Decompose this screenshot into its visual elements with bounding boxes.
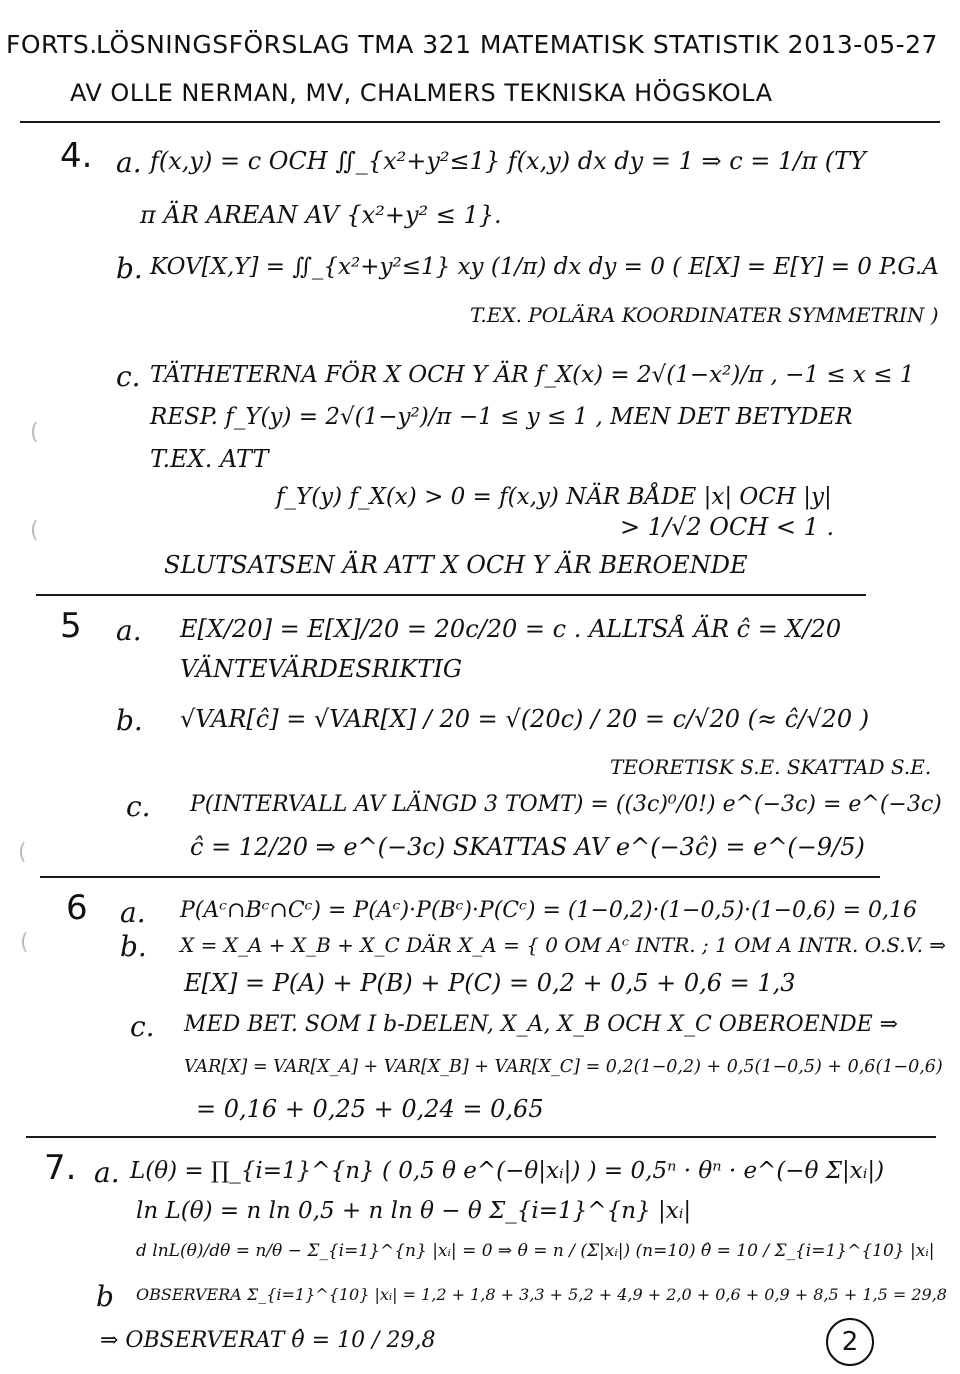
header-title: LÖSNINGSFÖRSLAG TMA 321 MATEMATISK STATISTIK 2013-05-27 xyxy=(96,30,938,59)
problem-7a-line3: d lnL(θ)/dθ = n/θ − Σ_{i=1}^{n} |xᵢ| = 0 ⇒ θ = n / (Σ|xᵢ|) (n=10) θ̂ = 10 / Σ_{i=1}^{10} |xᵢ| xyxy=(136,1241,935,1261)
problem-7b-line1: OBSERVERA Σ_{i=1}^{10} |xᵢ| = 1,2 + 1,8 + 3,3 + 5,2 + 4,9 + 2,0 + 0,6 + 0,9 + 8,5 + 1,5 = 29,8 xyxy=(136,1285,947,1304)
problem-6b-line1: X = X_A + X_B + X_C DÄR X_A = { 0 OM Aᶜ INTR. ; 1 OM A INTR. O.S.V. ⇒ xyxy=(180,933,947,957)
problem-7-number: 7. xyxy=(44,1148,77,1188)
problem-4b-label: b. xyxy=(116,252,143,285)
problem-4c-line2: RESP. f_Y(y) = 2√(1−y²)/π −1 ≤ y ≤ 1 , MEN DET BETYDER xyxy=(150,404,853,430)
problem-4a-label: a. xyxy=(116,146,142,179)
problem-6a-label: a. xyxy=(120,896,146,929)
problem-4c-line1: TÄTHETERNA FÖR X OCH Y ÄR f_X(x) = 2√(1−x²)/π , −1 ≤ x ≤ 1 xyxy=(150,362,915,388)
problem-7b-label: b xyxy=(96,1280,114,1313)
problem-4b-line2: T.EX. POLÄRA KOORDINATER SYMMETRIN ) xyxy=(470,303,939,327)
problem-7a-label: a. xyxy=(94,1156,120,1189)
header-divider xyxy=(20,121,940,123)
margin-mark: ( xyxy=(30,420,39,445)
problem-5a-line2: VÄNTEVÄRDESRIKTIG xyxy=(180,655,463,683)
problem-6c-label: c. xyxy=(130,1010,155,1043)
problem-4c-label: c. xyxy=(116,360,141,393)
header-author: AV OLLE NERMAN, MV, CHALMERS TEKNISKA HÖGSKOLA xyxy=(70,79,773,107)
problem-6b-label: b. xyxy=(120,930,147,963)
page-number: 2 xyxy=(826,1318,874,1366)
problem-5b-line1: √VAR[ĉ] = √VAR[X] / 20 = √(20c) / 20 = c/√20 (≈ ĉ/√20 ) xyxy=(180,705,870,733)
header-prefix: FORTS. xyxy=(6,30,98,59)
problem-5a-line1: E[X/20] = E[X]/20 = 20c/20 = c . ALLTSÅ ÄR ĉ = X/20 xyxy=(180,615,842,643)
problem-7b-line2: ⇒ OBSERVERAT θ̂ = 10 / 29,8 xyxy=(100,1328,436,1353)
problem-4a-line2: π ÄR AREAN AV {x²+y² ≤ 1}. xyxy=(140,201,502,229)
problem-5c-line1: P(INTERVALL AV LÄNGD 3 TOMT) = ((3c)⁰/0!) e^(−3c) = e^(−3c) xyxy=(190,792,942,817)
problem-6a-line1: P(Aᶜ∩Bᶜ∩Cᶜ) = P(Aᶜ)·P(Bᶜ)·P(Cᶜ) = (1−0,2)·(1−0,5)·(1−0,6) = 0,16 xyxy=(180,898,918,923)
problem-4c-line3: T.EX. ATT xyxy=(150,445,269,473)
problem-4c-conclusion: SLUTSATSEN ÄR ATT X OCH Y ÄR BEROENDE xyxy=(164,551,748,579)
problem-7a-line2: ln L(θ) = n ln 0,5 + n ln θ − θ Σ_{i=1}^{n} |xᵢ| xyxy=(136,1198,692,1224)
problem-5-number: 5 xyxy=(60,606,82,646)
divider-6-7 xyxy=(26,1136,936,1138)
problem-5b-line2: TEORETISK S.E. SKATTAD S.E. xyxy=(610,755,932,779)
problem-6c-line3: = 0,16 + 0,25 + 0,24 = 0,65 xyxy=(196,1095,544,1123)
problem-5b-label: b. xyxy=(116,704,143,737)
problem-4b-line1: KOV[X,Y] = ∬_{x²+y²≤1} xy (1/π) dx dy = 0 ( E[X] = E[Y] = 0 P.G.A xyxy=(150,254,939,280)
problem-6c-line2: VAR[X] = VAR[X_A] + VAR[X_B] + VAR[X_C] = 0,2(1−0,2) + 0,5(1−0,5) + 0,6(1−0,6) xyxy=(184,1057,943,1077)
problem-6-number: 6 xyxy=(66,888,88,928)
problem-6b-line2: E[X] = P(A) + P(B) + P(C) = 0,2 + 0,5 + 0,6 = 1,3 xyxy=(184,969,796,997)
margin-mark: ( xyxy=(30,518,39,543)
divider-4-5 xyxy=(36,594,866,596)
problem-5a-label: a. xyxy=(116,614,142,647)
problem-4c-line4: f_Y(y) f_X(x) > 0 = f(x,y) NÄR BÅDE |x| OCH |y| xyxy=(276,484,832,510)
divider-5-6 xyxy=(40,876,880,878)
problem-5c-label: c. xyxy=(126,790,151,823)
margin-mark: ( xyxy=(20,930,29,955)
problem-6c-line1: MED BET. SOM I b-DELEN, X_A, X_B OCH X_C OBEROENDE ⇒ xyxy=(184,1012,899,1037)
problem-4-number: 4. xyxy=(60,136,93,176)
problem-7a-line1: L(θ) = ∏_{i=1}^{n} ( 0,5 θ e^(−θ|xᵢ|) ) = 0,5ⁿ · θⁿ · e^(−θ Σ|xᵢ|) xyxy=(130,1158,885,1184)
problem-4a-line1: f(x,y) = c OCH ∬_{x²+y²≤1} f(x,y) dx dy = 1 ⇒ c = 1/π (TY xyxy=(150,147,866,175)
problem-5c-line2: ĉ = 12/20 ⇒ e^(−3c) SKATTAS AV e^(−3ĉ) = e^(−9/5) xyxy=(190,833,865,861)
problem-4c-line5: > 1/√2 OCH < 1 . xyxy=(620,513,835,541)
margin-mark: ( xyxy=(18,840,27,865)
